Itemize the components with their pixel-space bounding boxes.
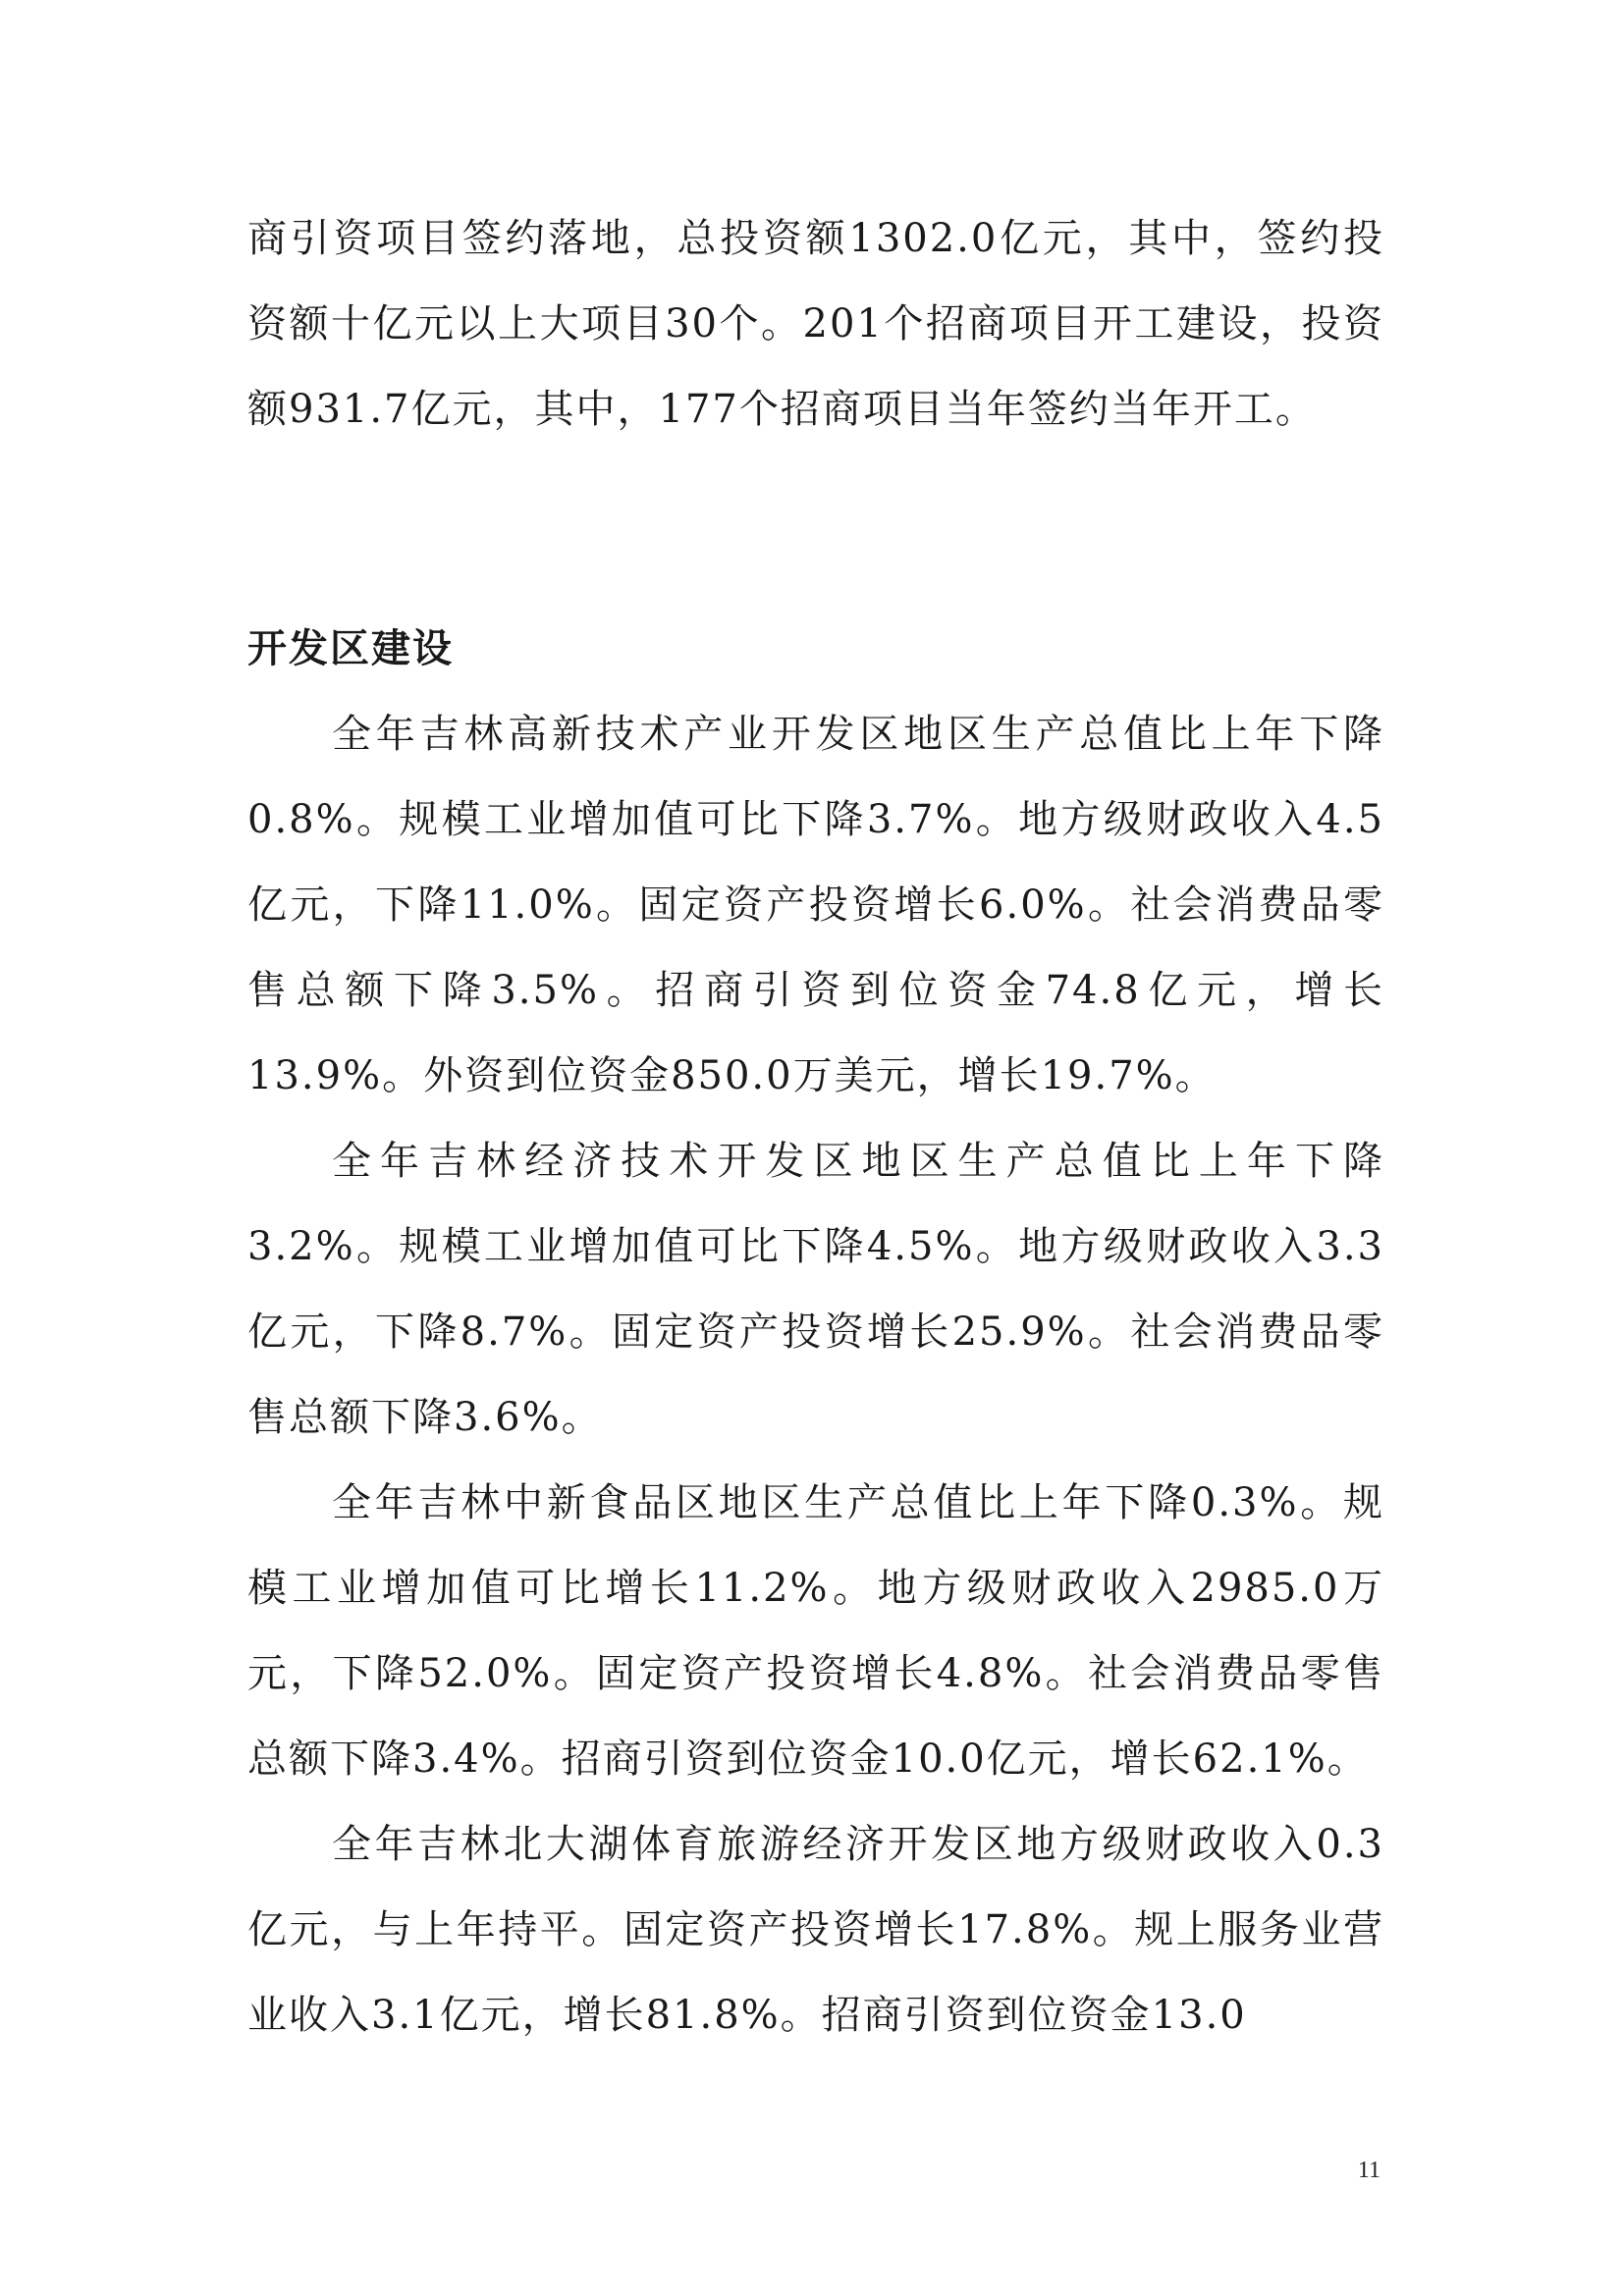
paragraph-economic-tech-zone: 全年吉林经济技术开发区地区生产总值比上年下降3.2%。规模工业增加值可比下降4.5%。地方级财政收入3.3亿元，下降8.7%。固定资产投资增长25.9%。社会消费品零售总额下降3.6%。 [247,1139,1384,1440]
intro-paragraph: 商引资项目签约落地，总投资额1302.0亿元，其中，签约投资额十亿元以上大项目30个。201个招商项目开工建设，投资额931.7亿元，其中，177个招商项目当年签约当年开工。 [247,216,1384,432]
paragraph-beidahu-zone: 全年吉林北大湖体育旅游经济开发区地方级财政收入0.3亿元，与上年持平。固定资产投资增长17.8%。规上服务业营业收入3.1亿元，增长81.8%。招商引资到位资金13.0 [247,1822,1384,2038]
paragraph-high-tech-zone: 全年吉林高新技术产业开发区地区生产总值比上年下降0.8%。规模工业增加值可比下降3.7%。地方级财政收入4.5亿元，下降11.0%。固定资产投资增长6.0%。社会消费品零售总额下降3.5%。招商引资到位资金74.8亿元，增长13.9%。外资到位资金850.0万美元，增长19.7%。 [247,712,1384,1098]
section-heading: 开发区建设 [247,626,454,671]
page-number: 11 [1357,2158,1380,2183]
paragraph-food-zone: 全年吉林中新食品区地区生产总值比上年下降0.3%。规模工业增加值可比增长11.2%。地方级财政收入2985.0万元，下降52.0%。固定资产投资增长4.8%。社会消费品零售总额下降3.4%。招商引资到位资金10.0亿元，增长62.1%。 [247,1480,1384,1782]
